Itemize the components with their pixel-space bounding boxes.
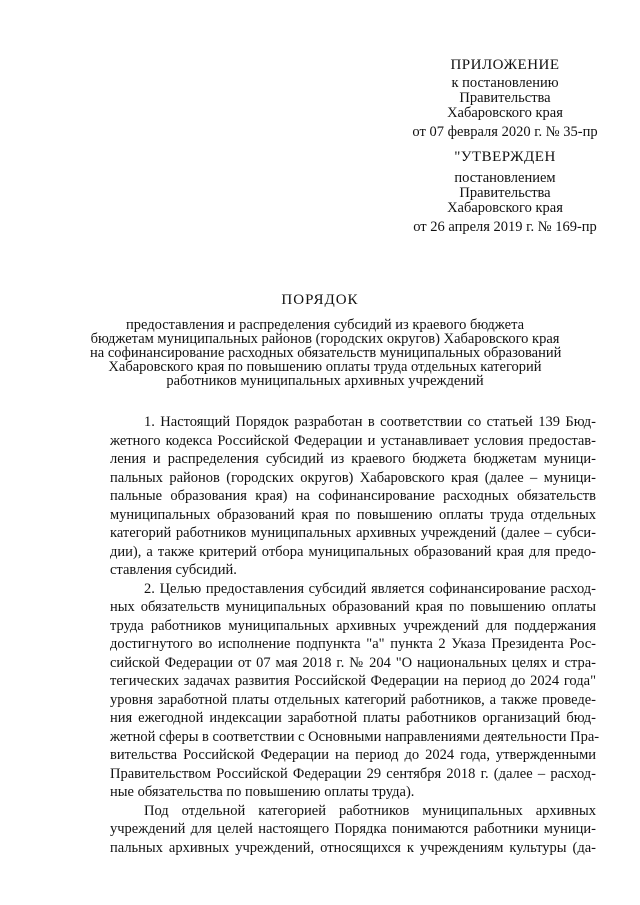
appendix-line: к постановлению bbox=[451, 75, 559, 91]
body-line: сийской Федерации от 07 мая 2018 г. № 204 "О национальных целях и стра- bbox=[110, 654, 596, 671]
body-line: категорий работников муниципальных архивных учреждений (далее – субси- bbox=[110, 525, 596, 541]
body-line: ния ежегодной индексации заработной платы работников организаций бюд- bbox=[110, 710, 596, 726]
body-line: Правительством Российской Федерации 29 сентября 2018 г. (далее – расход- bbox=[110, 765, 596, 782]
approved-block bbox=[400, 150, 610, 235]
approved-line: постановлением bbox=[454, 170, 556, 186]
appendix-block bbox=[400, 58, 610, 140]
body-line: труда работников муниципальных архивных учреждений для поддержания bbox=[110, 617, 596, 634]
body-line: уровня заработной платы отдельных категорий работников, а также проведе- bbox=[110, 691, 596, 708]
document-body bbox=[110, 413, 600, 857]
appendix-line: Хабаровского края bbox=[447, 105, 563, 121]
subtitle-line: работников муниципальных архивных учреждений bbox=[166, 373, 484, 389]
appendix-line: Правительства bbox=[459, 90, 551, 106]
subtitle-line: на софинансирование расходных обязательств муниципальных образований bbox=[90, 345, 562, 361]
body-line: вительства Российской Федерации на период до 2024 года, утвержденными bbox=[110, 747, 596, 763]
body-line: тегических задачах развития Российской Федерации на период до 2024 года" bbox=[110, 673, 596, 689]
body-line: жетной сферы в соответствии с Основными направлениями деятельности Пра- bbox=[110, 728, 600, 745]
body-line: ных обязательств муниципальных образований края по повышению оплаты bbox=[110, 599, 596, 615]
body-line: пальных районов (городских округов) Хабаровского края (далее – муници- bbox=[110, 469, 596, 486]
body-line: 2. Целью предоставления субсидий является софинансирование расход- bbox=[144, 580, 596, 597]
body-line: учреждений для целей настоящего Порядка понимаются работники муници- bbox=[110, 821, 596, 837]
body-line: 1. Настоящий Порядок разработан в соответствии со статьей 139 Бюд- bbox=[144, 414, 596, 430]
approved-date: от 26 апреля 2019 г. № 169-пр bbox=[413, 219, 597, 235]
body-line: муниципальных образований края по повышению оплаты труда отдельных bbox=[110, 506, 596, 523]
approved-title: "УТВЕРЖДЕН bbox=[454, 149, 556, 165]
body-line: ления и распределения субсидий из краевого бюджета бюджетам муници- bbox=[110, 451, 596, 467]
document-subtitle bbox=[90, 318, 560, 388]
body-line: Под отдельной категорией работников муниципальных архивных bbox=[144, 802, 596, 819]
body-line: пальных архивных учреждений, относящихся к учреждениям культуры (да- bbox=[110, 839, 596, 856]
approved-line: Правительства bbox=[459, 185, 551, 201]
body-line: достигнутого во исполнение подпункта "а" пункта 2 Указа Президента Рос- bbox=[110, 636, 596, 652]
document-title: ПОРЯДОК bbox=[281, 292, 359, 308]
body-line: дии), а также критерий отбора муниципальных образований края для предо- bbox=[110, 543, 596, 560]
body-line: ные обязательства по повышению оплаты труда). bbox=[110, 784, 415, 800]
body-line: пальные образования края) на софинансирование расходных обязательств bbox=[110, 488, 596, 504]
body-line: жетного кодекса Российской Федерации и устанавливает условия предостав- bbox=[110, 432, 596, 449]
body-line: ставления субсидий. bbox=[110, 562, 237, 578]
subtitle-line: предоставления и распределения субсидий из краевого бюджета bbox=[125, 317, 525, 333]
appendix-title: ПРИЛОЖЕНИЕ bbox=[450, 57, 560, 73]
subtitle-line: бюджетам муниципальных районов (городских округов) Хабаровского края bbox=[90, 331, 560, 347]
approved-line: Хабаровского края bbox=[447, 200, 563, 216]
subtitle-line: Хабаровского края по повышению оплаты труда отдельных категорий bbox=[108, 359, 542, 375]
appendix-date: от 07 февраля 2020 г. № 35-пр bbox=[412, 124, 598, 140]
